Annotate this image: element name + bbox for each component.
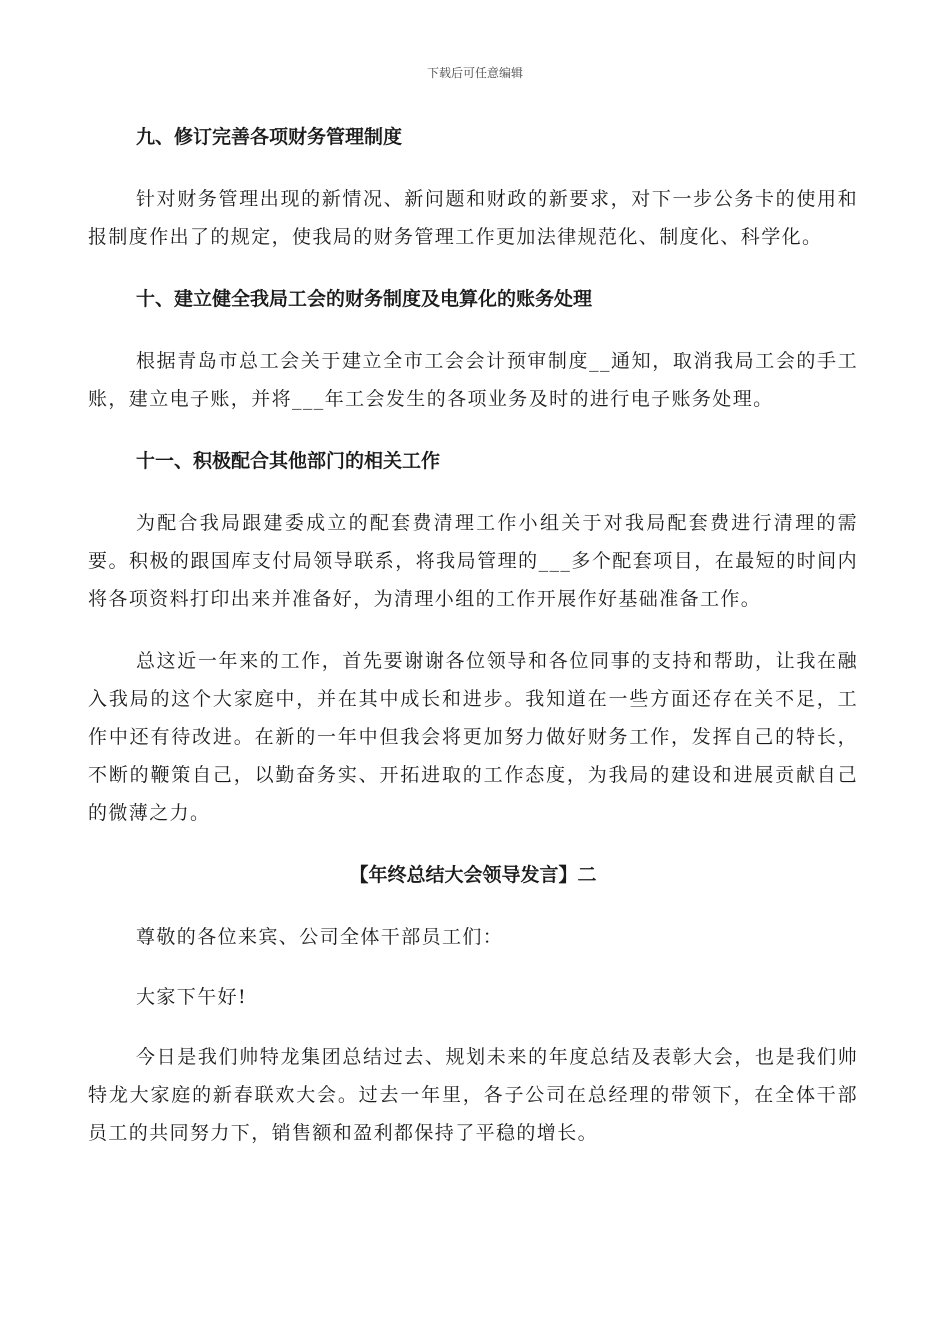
section-heading-10: 十、建立健全我局工会的财务制度及电算化的账务处理: [136, 288, 593, 310]
section-heading-9: 九、修订完善各项财务管理制度: [136, 126, 403, 148]
paragraph: 针对财务管理出现的新情况、新问题和财政的新要求，对下一步公务卡的使用和报制度作出了的规定，使我局的财务管理工作更加法律规范化、制度化、科学化。: [88, 188, 858, 248]
paragraph: 根据青岛市总工会关于建立全市工会会计预审制度__通知，取消我局工会的手工账，建立电子账，并将___年工会发生的各项业务及时的进行电子账务处理。: [88, 350, 858, 410]
document-body: [88, 118, 858, 1176]
paragraph: 为配合我局跟建委成立的配套费清理工作小组关于对我局配套费进行清理的需要。积极的跟国库支付局领导联系，将我局管理的___多个配套项目，在最短的时间内将各项资料打印出来并准备好，为清理小组的工作开展作好基础准备工作。: [88, 512, 858, 610]
section-heading-11: 十一、积极配合其他部门的相关工作: [136, 450, 441, 472]
paragraph: 总这近一年来的工作，首先要谢谢各位领导和各位同事的支持和帮助，让我在融入我局的这个大家庭中，并在其中成长和进步。我知道在一些方面还存在关不足，工作中还有待改进。在新的一年中但我会将更加努力做好财务工作，发挥自己的特长，不断的鞭策自己，以勤奋务实、开拓进取的工作态度，为我局的建设和进展贡献自己的微薄之力。: [88, 650, 858, 824]
document-title: 【年终总结大会领导发言】二: [349, 864, 597, 886]
paragraph-salutation: 尊敬的各位来宾、公司全体干部员工们：: [136, 926, 504, 948]
page-header-note: 下载后可任意编辑: [426, 66, 523, 80]
paragraph-greeting: 大家下午好!: [136, 986, 248, 1008]
paragraph: 今日是我们帅特龙集团总结过去、规划未来的年度总结及表彰大会，也是我们帅特龙大家庭的新春联欢大会。过去一年里，各子公司在总经理的带领下，在全体干部员工的共同努力下，销售额和盈利都保持了平稳的增长。: [88, 1046, 858, 1144]
